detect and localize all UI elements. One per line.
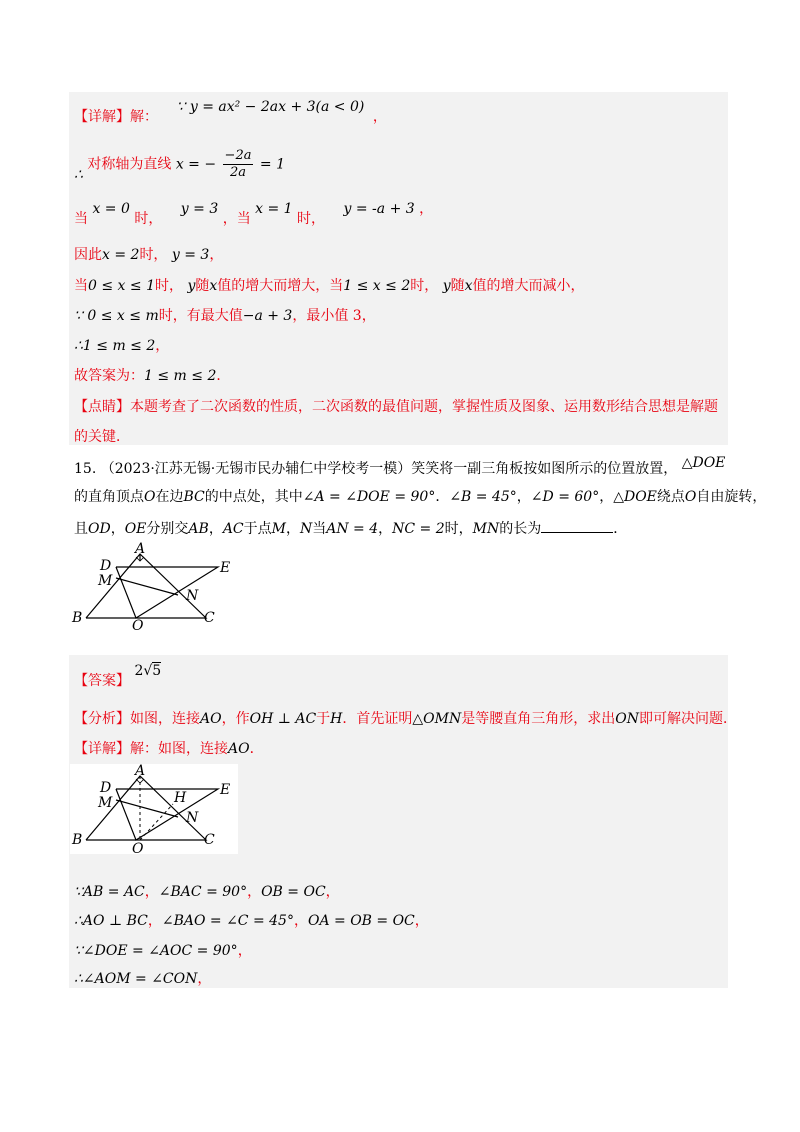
given-equation: ∵ y = ax² − 2ax + 3(a < 0): [176, 99, 365, 115]
label-D: D: [100, 558, 112, 574]
answer-row: [74, 663, 162, 690]
answer-value: 2√5: [134, 663, 162, 679]
comment-line-2: 的关键．: [74, 429, 130, 445]
thus-line: 因此x = 2时， y = 3，: [74, 247, 224, 263]
label-D: D: [100, 780, 112, 796]
detail-row-2: 【详解】解：如图，连接AO．: [74, 741, 264, 757]
answer-blank[interactable]: [541, 518, 613, 533]
label-O: O: [132, 618, 144, 630]
detail-line: 【详解】解： ∵ y = ax² − 2ax + 3(a < 0) ，: [74, 99, 387, 125]
analysis-row: 【分析】如图，连接AO，作OH ⊥ AC于H．首先证明△OMN是等腰直角三角形，求出ON即可解决问题．: [74, 711, 737, 727]
label-M: M: [98, 573, 113, 589]
triangle-figure-2: [70, 764, 238, 854]
problem-line-3: 且OD，OE分别交AB，AC于点M，N当AN = 4，NC = 2时，MN的长为 ．: [74, 518, 627, 538]
triangle-figure-1: [70, 542, 240, 630]
label-E: E: [220, 782, 231, 798]
solution-block-1: [69, 92, 728, 445]
label-A: A: [135, 542, 146, 557]
label-C: C: [204, 610, 215, 626]
comment-line-1: 【点睛】本题考查了二次函数的性质，二次函数的最值问题，掌握性质及图象、运用数形结合思想是解题: [74, 399, 718, 415]
label-B: B: [72, 610, 83, 626]
detail-label: 【详解】解：: [74, 109, 158, 125]
label-N: N: [186, 810, 199, 826]
monotonic-line: 当0 ≤ x ≤ 1时， y随x值的增大而增大，当1 ≤ x ≤ 2时， y随x值的增大而减小，: [74, 278, 585, 294]
label-N: N: [186, 588, 199, 604]
range-line: ∵ 0 ≤ x ≤ m时，有最大值−a + 3，最小值 3，: [74, 308, 376, 324]
problem-line-2: 的直角顶点O在边BC的中点处，其中∠A = ∠DOE = 90°．∠B = 45°，∠D = 60°，△DOE绕点O自由旋转，: [74, 489, 767, 505]
label-A: A: [135, 764, 146, 779]
problem-number: 15.: [74, 461, 97, 477]
proof-line-2: ∴AO ⊥ BC，∠BAO = ∠C = 45°，OA = OB = OC，: [74, 913, 429, 929]
answer-label: 【答案】: [74, 673, 130, 689]
values-line: 当 x = 0 时， y = 3 ，当 x = 1 时， y = -a + 3 ，: [74, 201, 434, 227]
proof-line-1: ∵AB = AC，∠BAC = 90°，OB = OC，: [74, 884, 340, 900]
label-C: C: [204, 832, 215, 848]
problem-line-1: 15. （2023·江苏无锡·无锡市民办辅仁中学校考一模）笑笑将一副三角板按如图所示的位置放置， △DOE: [74, 455, 726, 477]
proof-line-4: ∴∠AOM = ∠CON，: [74, 971, 212, 987]
proof-line-3: ∵∠DOE = ∠AOC = 90°，: [74, 943, 252, 959]
label-B: B: [72, 832, 83, 848]
label-H: H: [174, 790, 187, 806]
answer-line: 故答案为：1 ≤ m ≤ 2．: [74, 368, 231, 384]
conclusion-line: ∴1 ≤ m ≤ 2，: [74, 338, 170, 354]
axis-line: ∴ 对称轴为直线 x = − $\frac{-2a}{2a}$ = 1: [74, 148, 286, 183]
label-O: O: [132, 841, 144, 854]
axis-fraction: $\frac{-2a}{2a}$: [224, 148, 252, 180]
label-M: M: [98, 795, 113, 811]
label-E: E: [220, 560, 231, 576]
